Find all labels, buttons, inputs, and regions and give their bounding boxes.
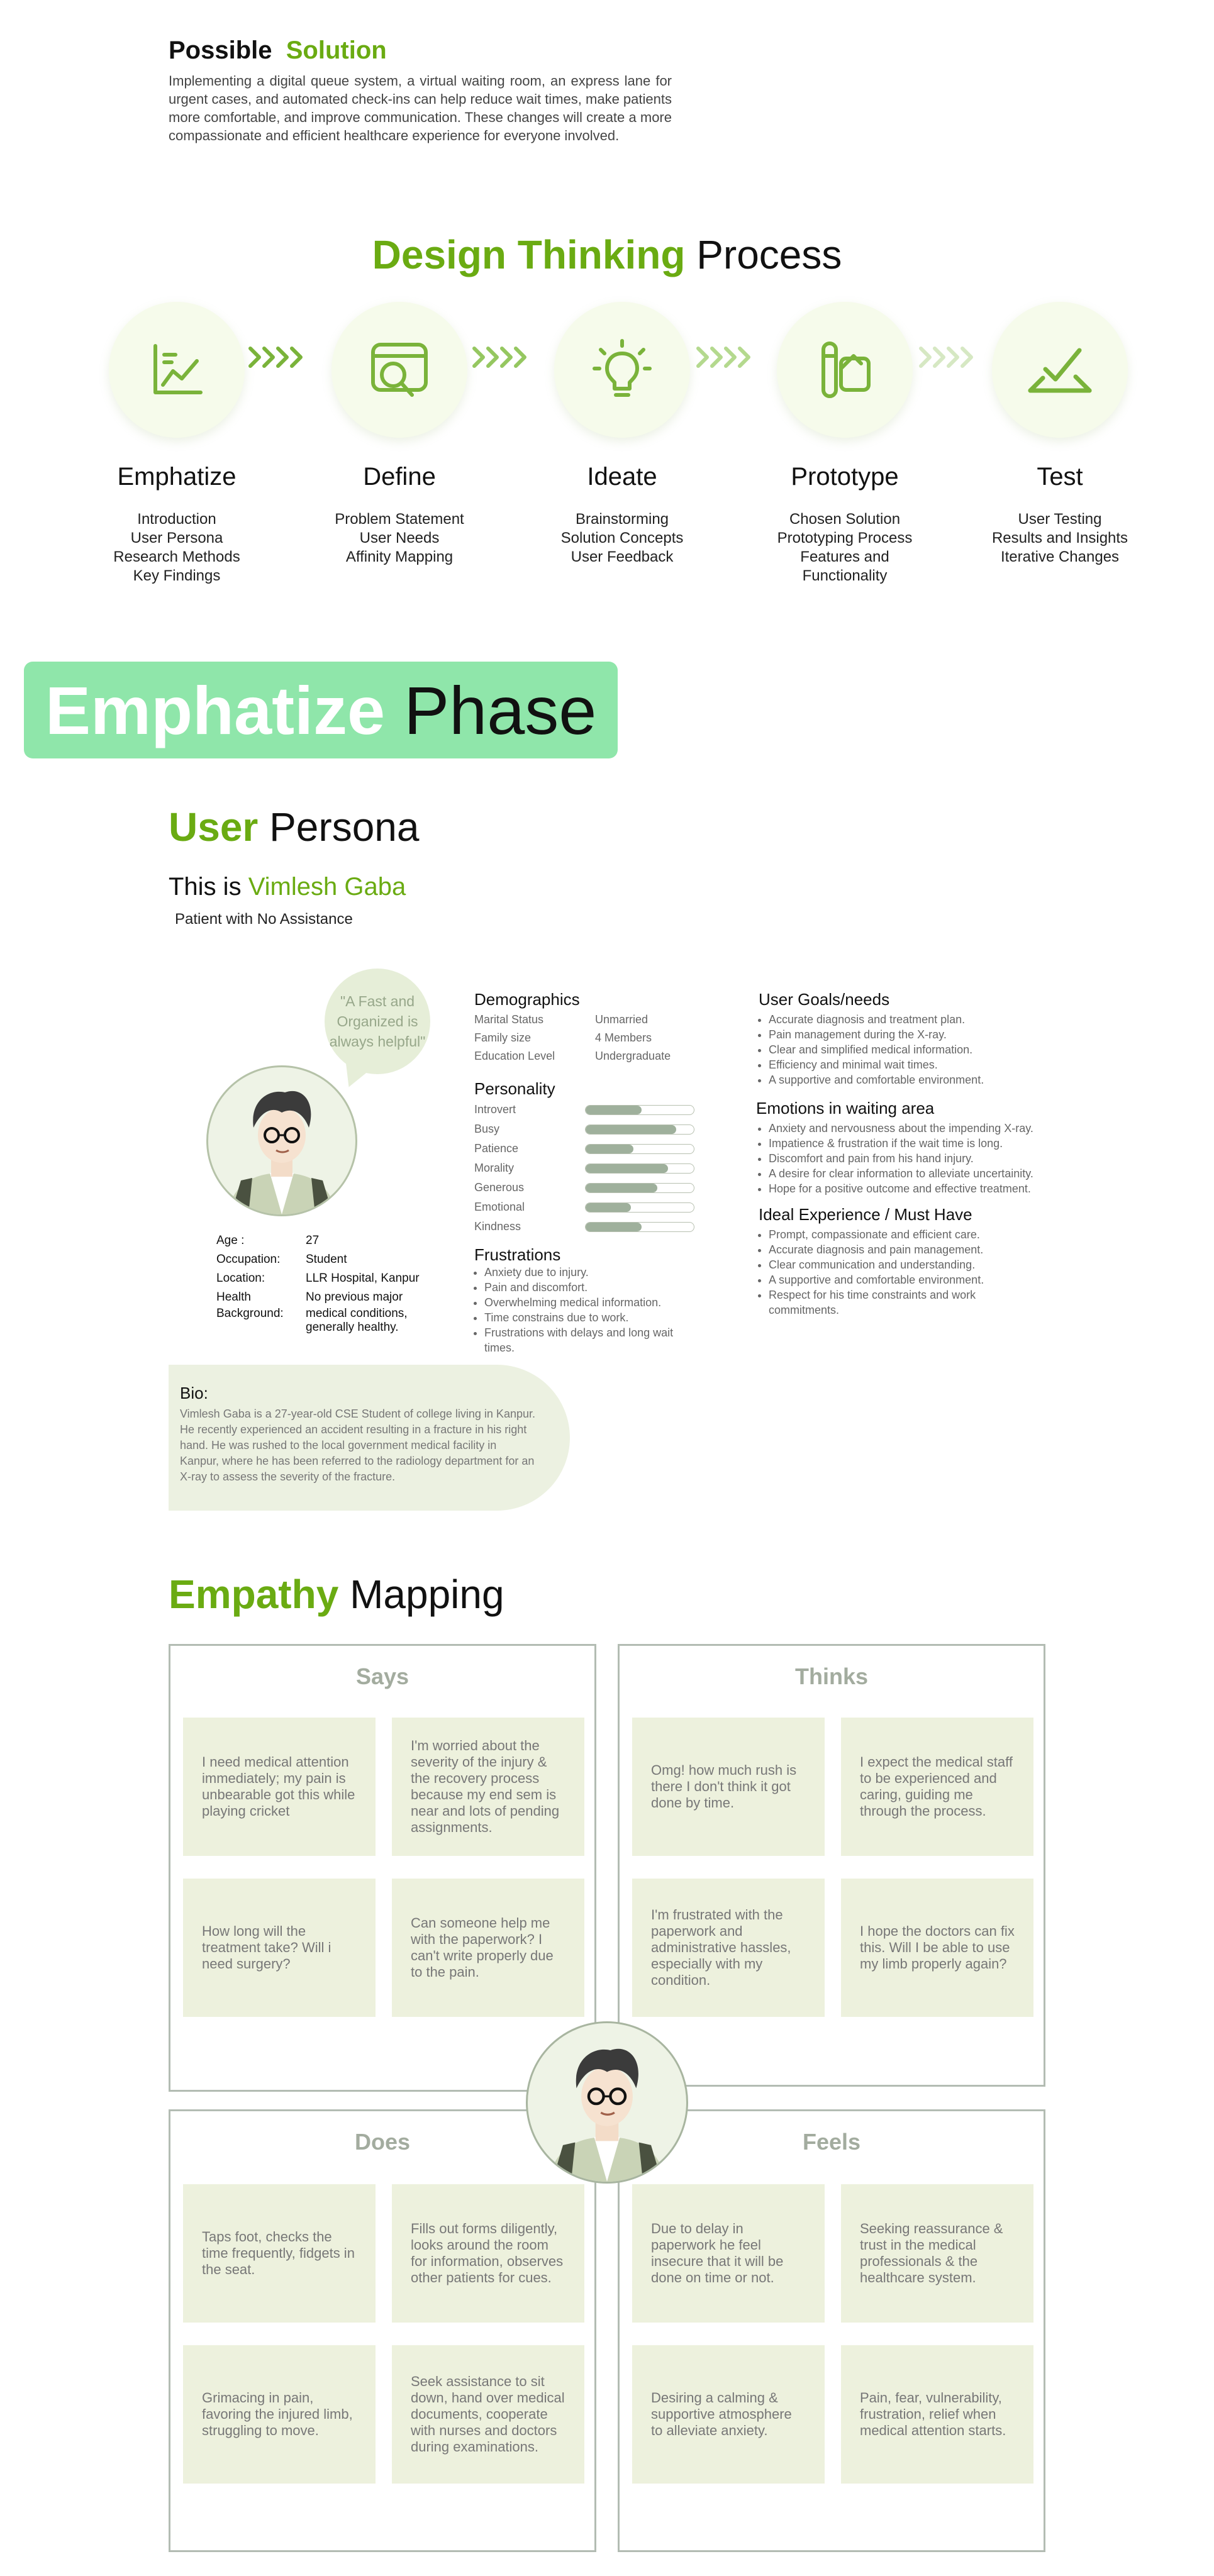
empathy-title: Empathy Mapping <box>169 1572 504 1617</box>
empathy-avatar <box>526 2021 688 2184</box>
trait-row <box>474 1197 726 1217</box>
step-subitems: Brainstorming Solution Concepts User Feedback <box>560 511 684 565</box>
chevrons-right-icon <box>694 345 755 370</box>
personality-traits <box>474 1100 726 1236</box>
quadrant-says <box>169 1644 596 2092</box>
quadrant-title: Thinks <box>794 1663 868 1689</box>
list-item: • Frustrations with delays and long wait times. <box>484 1325 698 1355</box>
quote-bubble: "A Fast and Organized is always helpful" <box>325 969 430 1074</box>
trait-bar <box>585 1163 694 1174</box>
trait-bar <box>585 1105 694 1115</box>
step-circle <box>554 302 690 438</box>
list-item: • Clear communication and understanding. <box>769 1257 1039 1272</box>
step-subitems: Problem Statement User Needs Affinity Mapping <box>335 511 464 565</box>
list-item: • Efficiency and minimal wait times. <box>769 1057 1045 1072</box>
note-card: Due to delay in paperwork he feel insecure that it will be done on time or not. <box>632 2184 825 2323</box>
lightbulb-icon <box>589 337 655 402</box>
frustrations-title: Frustrations <box>474 1245 561 1264</box>
step-circle <box>777 302 913 438</box>
ideal-title: Ideal Experience / Must Have <box>759 1205 972 1224</box>
step-name: Prototype <box>791 463 899 491</box>
note-card: Pain, fear, vulnerability, frustration, relief when medical attention starts. <box>841 2345 1033 2484</box>
list-item: • Anxiety due to injury. <box>484 1265 698 1280</box>
trait-bar-fill <box>586 1106 642 1114</box>
list-item: • Time constrains due to work. <box>484 1310 698 1325</box>
trait-bar <box>585 1183 694 1193</box>
quadrant-title: Does <box>354 2129 411 2155</box>
trait-row <box>474 1217 726 1236</box>
trait-bar-fill <box>586 1203 631 1212</box>
note-card: Can someone help me with the paperwork? I can't write properly due to the pain. <box>392 1879 584 2017</box>
trait-bar-fill <box>586 1164 668 1173</box>
persona-info: Age : 27 Occupation: Student Location: LLR Hospital, Kanpur Health No previous major Background: medical conditions, generally healthy. <box>216 1234 420 1334</box>
note-card: Seeking reassurance & trust in the medical professionals & the healthcare system. <box>841 2184 1033 2323</box>
phase-title: Emphatize Phase <box>45 672 597 748</box>
emotions-list <box>759 1121 1045 1196</box>
note-card: Grimacing in pain, favoring the injured limb, struggling to move. <box>183 2345 376 2484</box>
demographics-title: Demographics <box>474 990 580 1009</box>
step-subitems: Chosen Solution Prototyping Process Features and Functionality <box>777 511 913 584</box>
note-card: How long will the treatment take? Will i need surgery? <box>183 1879 376 2017</box>
demographics-table: Marital Status Unmarried Family size 4 Members Education Level Undergraduate <box>474 1013 671 1062</box>
note-card: I hope the doctors can fix this. Will I be able to use my limb properly again? <box>841 1879 1033 2017</box>
step-ideate <box>531 302 713 567</box>
goals-title: User Goals/needs <box>759 990 890 1009</box>
trait-label: Generous <box>474 1181 525 1194</box>
trait-row <box>474 1139 726 1158</box>
pencil-pad-icon <box>812 337 877 402</box>
list-item: • Pain management during the X-ray. <box>769 1027 1045 1042</box>
step-circle <box>992 302 1128 438</box>
trait-label: Emotional <box>474 1201 525 1213</box>
emotions-title: Emotions in waiting area <box>756 1099 935 1118</box>
step-name: Test <box>1037 463 1083 491</box>
personality-title: Personality <box>474 1079 555 1098</box>
arrow-divider <box>247 345 307 373</box>
quadrant-thinks <box>618 1644 1045 2087</box>
list-item: • Pain and discomfort. <box>484 1280 698 1295</box>
list-item: • A supportive and comfortable environment. <box>769 1072 1045 1087</box>
list-item: • Impatience & frustration if the wait time is long. <box>769 1136 1045 1151</box>
list-item: • Respect for his time constraints and work commitments. <box>769 1287 1039 1318</box>
note-card: I'm worried about the severity of the injury & the recovery process because my end sem is near and lots of pending assignments. <box>392 1718 584 1856</box>
chevrons-right-icon <box>471 345 531 370</box>
trait-bar-fill <box>586 1125 676 1134</box>
list-item: • A supportive and comfortable environment. <box>769 1272 1039 1287</box>
note-card: I need medical attention immediately; my pain is unbearable got this while playing cricket <box>183 1718 376 1856</box>
step-circle <box>331 302 467 438</box>
step-name: Ideate <box>587 463 657 491</box>
note-card: Seek assistance to sit down, hand over medical documents, cooperate with nurses and doctors during examinations. <box>392 2345 584 2484</box>
list-item: • Prompt, compassionate and efficient care. <box>769 1227 1039 1242</box>
note-card: Taps foot, checks the time frequently, fidgets in the seat. <box>183 2184 376 2323</box>
trait-label: Patience <box>474 1142 519 1155</box>
list-item: • Accurate diagnosis and treatment plan. <box>769 1012 1045 1027</box>
note-card: I expect the medical staff to be experienced and caring, guiding me through the process. <box>841 1718 1033 1856</box>
note-card: Omg! how much rush is there I don't think it got done by time. <box>632 1718 825 1856</box>
persona-section-title: User Persona <box>169 804 420 850</box>
quadrant-does <box>169 2109 596 2552</box>
avatar <box>206 1065 357 1216</box>
trait-label: Kindness <box>474 1220 521 1233</box>
trait-bar <box>585 1144 694 1154</box>
list-item: • Accurate diagnosis and pain management. <box>769 1242 1039 1257</box>
note-card: Desiring a calming & supportive atmosphere to alleviate anxiety. <box>632 2345 825 2484</box>
step-circle <box>109 302 245 438</box>
quadrant-title: Feels <box>802 2129 861 2155</box>
step-subitems: User Testing Results and Insights Iterative Changes <box>991 511 1128 565</box>
design-thinking-title: Design Thinking Process <box>372 232 842 277</box>
trait-bar-fill <box>586 1145 633 1153</box>
bio-card <box>169 1365 570 1511</box>
trait-label: Busy <box>474 1123 500 1135</box>
arrow-divider <box>694 345 755 373</box>
trait-label: Morality <box>474 1162 515 1174</box>
ideal-list <box>759 1227 1039 1318</box>
trait-row <box>474 1100 726 1119</box>
quadrant-feels <box>618 2109 1045 2552</box>
list-item: • Clear and simplified medical information. <box>769 1042 1045 1057</box>
arrow-divider <box>917 345 977 373</box>
trait-row <box>474 1178 726 1197</box>
persona-name-line: This is Vimlesh Gaba <box>169 873 406 901</box>
person-illustration <box>208 1067 355 1214</box>
list-item: • A desire for clear information to alleviate uncertainity. <box>769 1166 1045 1181</box>
list-item: • Overwhelming medical information. <box>484 1295 698 1310</box>
trait-bar-fill <box>586 1184 657 1192</box>
list-item: • Anxiety and nervousness about the impending X-ray. <box>769 1121 1045 1136</box>
bio-title: Bio: <box>180 1384 208 1402</box>
search-icon <box>367 337 432 402</box>
person-illustration <box>528 2023 686 2182</box>
step-subitems: Introduction User Persona Research Methods Key Findings <box>113 511 240 584</box>
list-item: • Discomfort and pain from his hand injury. <box>769 1151 1045 1166</box>
persona-right-column <box>756 990 1045 1318</box>
step-define <box>308 302 491 567</box>
trait-bar <box>585 1222 694 1232</box>
step-prototype <box>754 302 936 586</box>
trait-row <box>474 1119 726 1139</box>
persona-middle-column <box>474 990 726 1355</box>
trait-row <box>474 1158 726 1178</box>
bio-text: Vimlesh Gaba is a 27-year-old CSE Student of college living in Kanpur. He recently experienced an accident resulting in a fracture in his right hand. He was rushed to the local government medical facility in Kanpur, where he has been referred to the radiology department for an X-ray to assess the severity of the fracture. <box>180 1407 535 1483</box>
goals-list <box>759 1012 1045 1087</box>
chevrons-right-icon <box>247 345 307 370</box>
note-card: Fills out forms diligently, looks around the room for information, observes other patients for cues. <box>392 2184 584 2323</box>
step-test <box>969 302 1151 567</box>
checkmark-icon <box>1025 341 1094 398</box>
trait-bar <box>585 1202 694 1213</box>
step-name: Define <box>363 463 436 491</box>
chart-icon <box>147 340 207 400</box>
persona-subtitle: Patient with No Assistance <box>175 911 353 928</box>
possible-solution-body: Implementing a digital queue system, a virtual waiting room, an express lane for urgent cases, and automated check-ins can help reduce wait times, make patients more comfortable, and improve communication. These changes will create a more compassionate and efficient healthcare experience for everyone involved. <box>169 73 672 143</box>
frustrations-list <box>474 1265 698 1355</box>
step-name: Emphatize <box>117 463 237 491</box>
trait-bar-fill <box>586 1223 642 1231</box>
step-emphatize <box>86 302 268 586</box>
chevrons-right-icon <box>917 345 977 370</box>
possible-solution-title: Possible Solution <box>169 36 387 64</box>
note-card: I'm frustrated with the paperwork and administrative hassles, especially with my condition. <box>632 1879 825 2017</box>
list-item: • Hope for a positive outcome and effective treatment. <box>769 1181 1045 1196</box>
quadrant-title: Says <box>355 1663 409 1689</box>
trait-label: Introvert <box>474 1103 516 1116</box>
trait-bar <box>585 1124 694 1135</box>
arrow-divider <box>471 345 531 373</box>
